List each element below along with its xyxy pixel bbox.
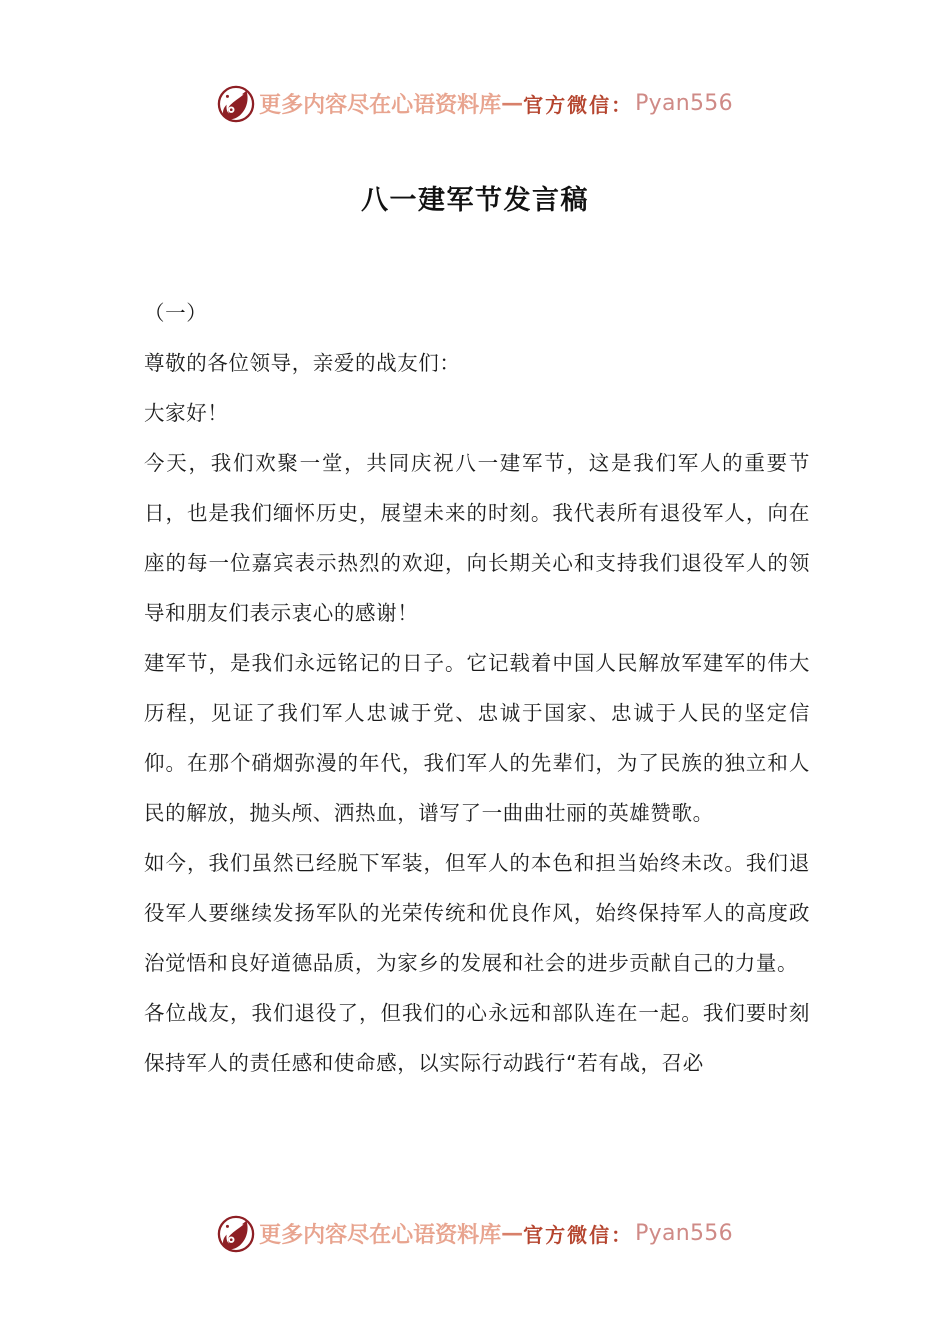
- watermark-main-text: 更多内容尽在心语资料库: [259, 1221, 502, 1248]
- paragraph-body-2: 建军节，是我们永远铭记的日子。它记载着中国人民解放军建军的伟大历程，见证了我们军人忠诚于党、忠诚于国家、忠诚于人民的坚定信仰。在那个硝烟弥漫的年代，我们军人的先辈们，为了民族的独立和人民的解放，抛头颅、洒热血，谱写了一曲曲壮丽的英雄赞歌。: [144, 651, 810, 825]
- watermark-wechat-id: Pyan556: [635, 1220, 733, 1246]
- watermark-main-text: 更多内容尽在心语资料库: [259, 91, 502, 118]
- paragraph-body-1: 今天，我们欢聚一堂，共同庆祝八一建军节，这是我们军人的重要节日，也是我们缅怀历史，展望未来的时刻。我代表所有退役军人，向在座的每一位嘉宾表示热烈的欢迎，向长期关心和支持我们退役军人的领导和朋友们表示衷心的感谢！: [144, 451, 810, 625]
- watermark-dash: —: [501, 90, 524, 116]
- watermark-dash: —: [501, 1220, 524, 1246]
- watermark-wechat-id: Pyan556: [635, 90, 733, 116]
- paragraph-greeting: 大家好！: [144, 401, 229, 425]
- page-title: 八一建军节发言稿: [361, 185, 589, 216]
- watermark-wechat-label: 官方微信：: [523, 92, 634, 117]
- paragraph-salutation: 尊敬的各位领导，亲爱的战友们：: [144, 351, 461, 375]
- yin-yang-swirl-logo-icon: [217, 85, 255, 123]
- watermark-header: [0, 84, 950, 122]
- yin-yang-swirl-logo-icon: [217, 1215, 255, 1253]
- paragraph-section-marker: （一）: [144, 301, 208, 325]
- document-body: [144, 288, 810, 1088]
- watermark-footer: [0, 1214, 950, 1252]
- watermark-wechat-label: 官方微信：: [523, 1222, 634, 1247]
- paragraph-body-4: 各位战友，我们退役了，但我们的心永远和部队连在一起。我们要时刻保持军人的责任感和使命感，以实际行动践行“若有战，召必: [144, 1001, 810, 1075]
- paragraph-body-3: 如今，我们虽然已经脱下军装，但军人的本色和担当始终未改。我们退役军人要继续发扬军队的光荣传统和优良作风，始终保持军人的高度政治觉悟和良好道德品质，为家乡的发展和社会的进步贡献自己的力量。: [144, 851, 810, 975]
